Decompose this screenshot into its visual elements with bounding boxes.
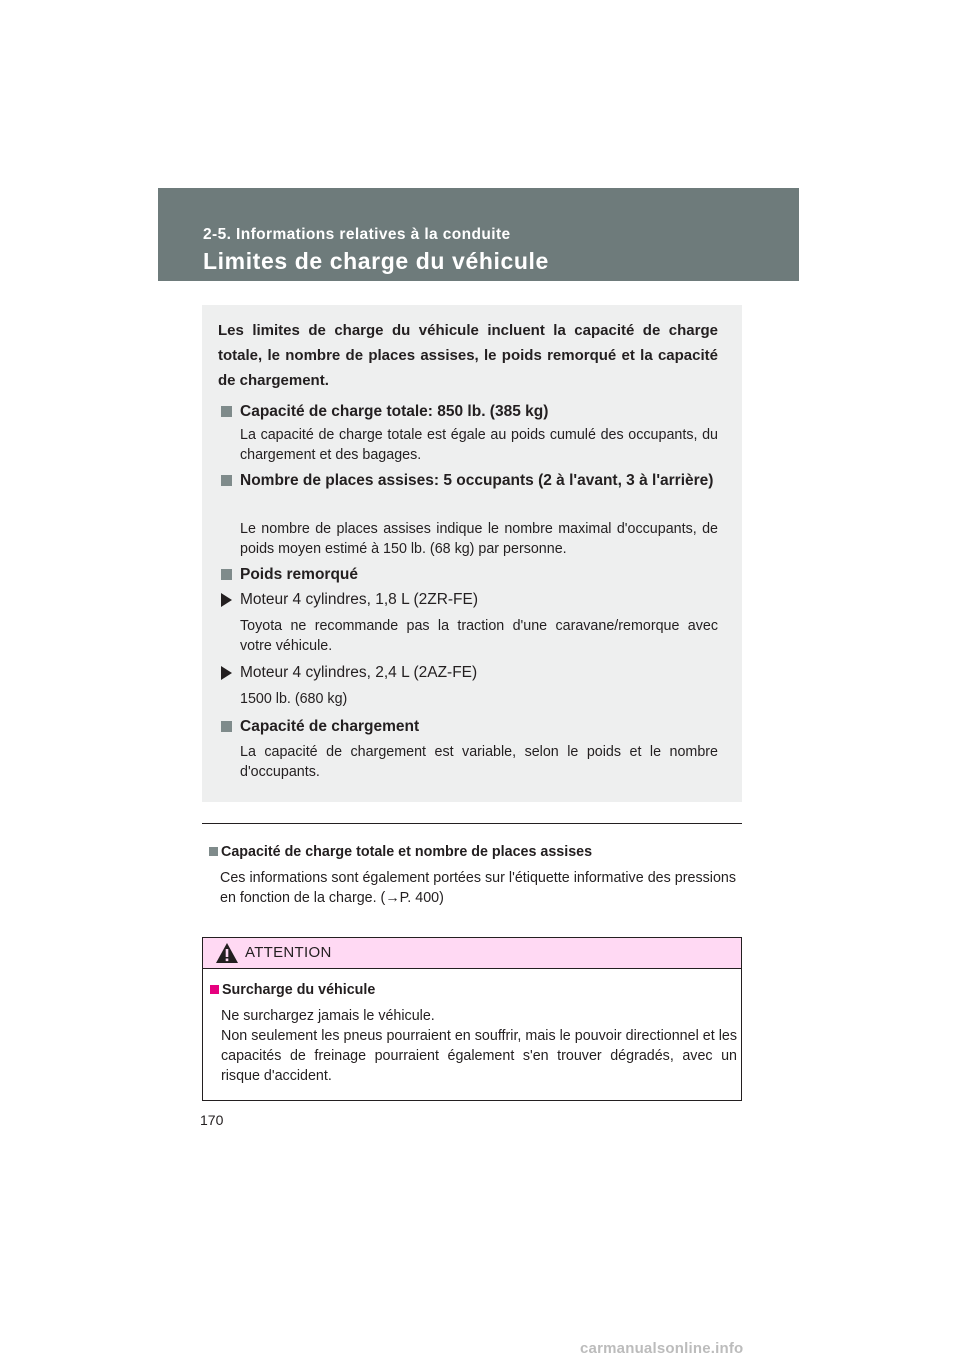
page-number: 170: [200, 1112, 224, 1128]
square-bullet-icon: [209, 847, 218, 856]
note-text: Ces informations sont également portées sur l'étiquette informative des pressions en fonction de la charge. (→P. 400): [220, 870, 736, 906]
square-bullet-icon: [221, 475, 232, 486]
engine-text: Toyota ne recommande pas la traction d'une caravane/remorque avec votre véhicule.: [240, 618, 718, 654]
engine-item: Moteur 4 cylindres, 2,4 L (2AZ-FE): [221, 662, 477, 684]
square-bullet-icon: [221, 721, 232, 732]
item-heading: Capacité de charge totale: 850 lb. (385 kg): [221, 399, 721, 424]
note-heading: Capacité de charge totale et nombre de places assises: [209, 842, 592, 862]
attention-box: [202, 937, 742, 1101]
item-text: Le nombre de places assises indique le nombre maximal d'occupants, de poids moyen estimé à 150 lb. (68 kg) par personne.: [240, 521, 718, 557]
attention-heading: Surcharge du véhicule: [210, 980, 375, 1000]
item-heading: Nombre de places assises: 5 occupants (2 à l'avant, 3 à l'arrière): [221, 468, 719, 493]
summary-intro: Les limites de charge du véhicule incluent la capacité de charge totale, le nombre de places assises, le poids remorqué et la capacité de chargement.: [218, 322, 718, 389]
item-text: La capacité de charge totale est égale au poids cumulé des occupants, du chargement et des bagages.: [240, 427, 718, 463]
page-title: Limites de charge du véhicule: [203, 248, 549, 274]
warning-icon: [215, 942, 239, 964]
section-header: [158, 188, 799, 281]
attention-header: [203, 938, 741, 969]
triangle-bullet-icon: [221, 666, 232, 680]
footer-watermark: carmanualsonline.info: [580, 1340, 744, 1357]
item-text: La capacité de chargement est variable, selon le poids et le nombre d'occupants.: [240, 744, 718, 780]
attention-text: Ne surchargez jamais le véhicule. Non seulement les pneus pourraient en souffrir, mais le pouvoir directionnel et les capacités de freinage pourraient également s'en trouver dégradés, avec un risque d'accident.: [221, 1008, 737, 1084]
item-heading: Capacité de chargement: [221, 714, 419, 739]
triangle-bullet-icon: [221, 593, 232, 607]
engine-text: 1500 lb. (680 kg): [240, 691, 348, 707]
square-bullet-icon: [210, 985, 219, 994]
item-heading: Poids remorqué: [221, 562, 358, 587]
engine-item: Moteur 4 cylindres, 1,8 L (2ZR-FE): [221, 589, 478, 611]
square-bullet-icon: [221, 406, 232, 417]
summary-box: [202, 305, 742, 802]
divider: [202, 823, 742, 824]
attention-label: ATTENTION: [245, 944, 332, 961]
square-bullet-icon: [221, 569, 232, 580]
section-label: 2-5. Informations relatives à la conduite: [203, 226, 511, 243]
